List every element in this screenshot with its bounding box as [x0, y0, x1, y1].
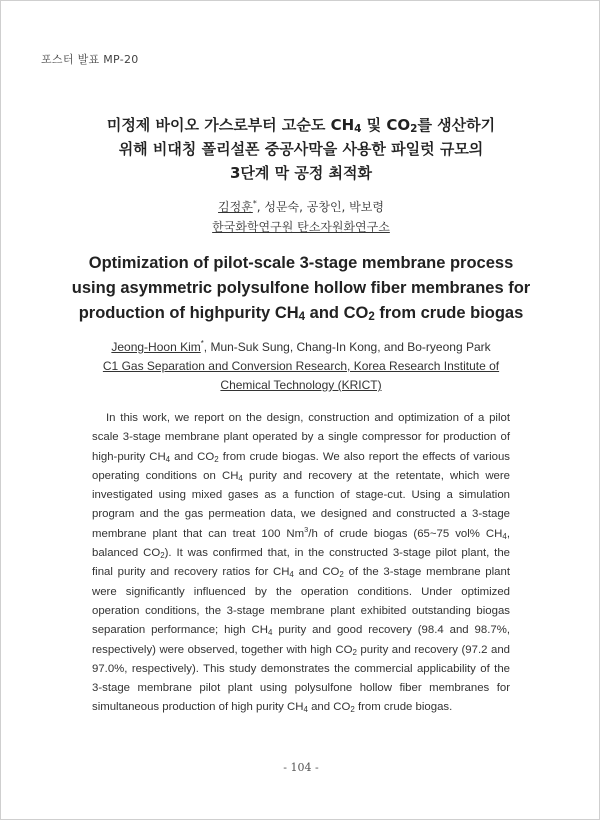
korean-author-list: 김정훈*, 성문숙, 공창인, 박보령 [218, 199, 384, 214]
english-title-line2: using asymmetric polysulfone hollow fiber membranes for [71, 279, 531, 297]
korean-authors [41, 197, 561, 237]
english-affiliation-line1: C1 Gas Separation and Conversion Research, Korea Research Institute of [102, 359, 500, 373]
english-authors [41, 338, 561, 395]
korean-presenter: 김정훈 [218, 200, 253, 214]
english-title-line1: Optimization of pilot-scale 3-stage membrane process [88, 254, 514, 272]
abstract-paragraph: In this work, we report on the design, construction and optimization of a pilot scale 3-stage membrane plant operated by a single compressor for production of high-purity $CH_4$ and $CO_2$ from crude biogas. We also report the effects of various operating conditions on $CH_4$ purity and recovery at the retentate, which were investigated using mixed gases as a function of stage-cut. Using a simulation program and the gas permeation data, we designed and constructed a 3-stage membrane plant that can treat 100 Nm$^3$/h of crude biogas (65~75 vol% $CH_4$, balanced $CO_2$). It was confirmed that, in the constructed 3-stage pilot plant, the final purity and recovery ratios for $CH_4$ and $CO_2$ of the 3-stage membrane plant were significantly influenced by the operation conditions. Under optimized operation conditions, the 3-stage membrane plant exhibited outstanding biogas separation performance; high $CH_4$ purity and good recovery (98.4 and 98.7%, respectively) were observed, together with high $CO_2$ purity and recovery (97.2 and 97.0%, respectively). This study demonstrates the commercial applicability of the 3-stage membrane pilot plant using polysulfone hollow fiber membranes for simultaneous production of high purity $CH_4$ and $CO_2$ from crude biogas. [92, 412, 511, 715]
korean-title-line3: 3단계 막 공정 최적화 [229, 164, 373, 182]
korean-title-line2: 위해 비대칭 폴리설폰 중공사막을 사용한 파일럿 규모의 [118, 140, 484, 158]
english-presenter: Jeong-Hoon Kim [111, 340, 201, 354]
page-number: - 104 - [283, 761, 319, 774]
english-author-list: Jeong-Hoon Kim*, Mun-Suk Sung, Chang-In Kong, and Bo-ryeong Park [111, 339, 491, 354]
english-affiliation-line2: Chemical Technology (KRICT) [220, 378, 382, 392]
english-title [41, 251, 561, 326]
korean-affiliation: 한국화학연구원 탄소자원화연구소 [212, 220, 390, 234]
english-title-line3: production of highpurity $CH_4$ and $CO_2$ from crude biogas [78, 304, 524, 323]
korean-title-line1: 미정제 바이오 가스로부터 고순도 $CH_4$ 및 $CO_2$를 생산하기 [106, 116, 496, 135]
korean-title [41, 113, 561, 185]
session-label: 포스터 발표 MP-20 [41, 53, 139, 66]
